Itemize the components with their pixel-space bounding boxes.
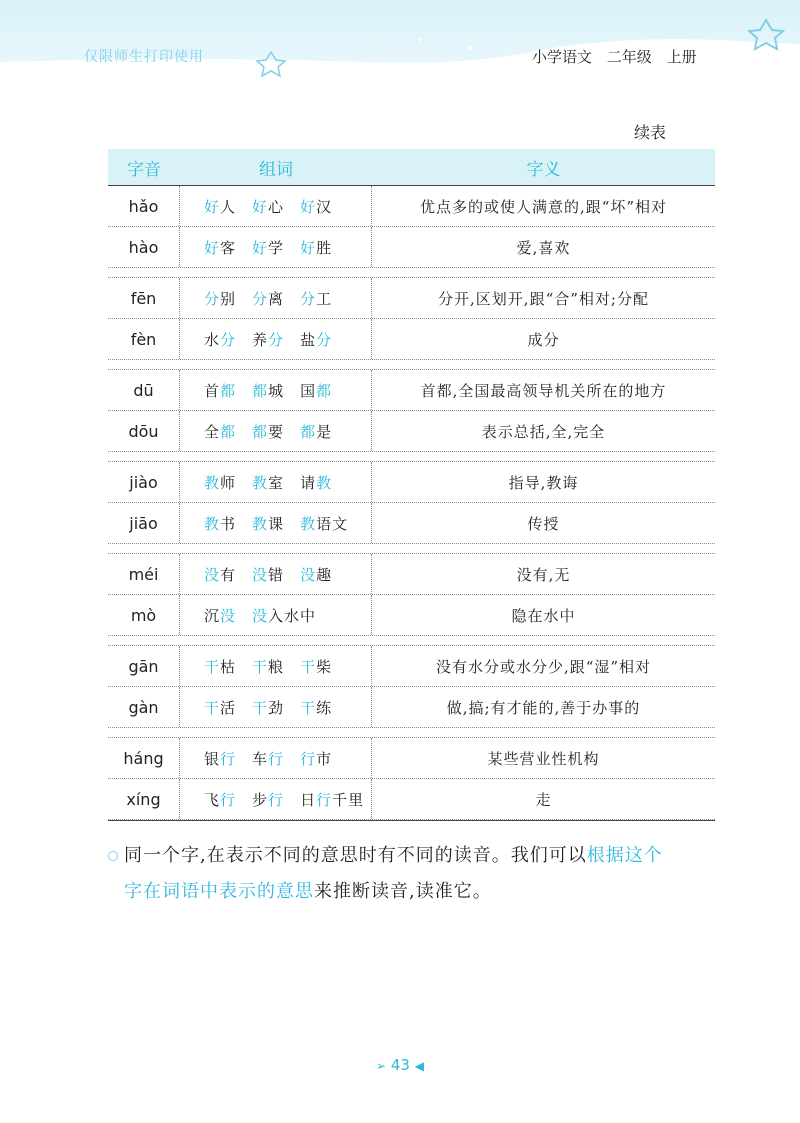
- pinyin-cell: jiāo: [108, 503, 180, 543]
- table-group: [108, 646, 715, 728]
- word-part: 车: [252, 749, 269, 768]
- table-bottom-rule: [108, 820, 715, 821]
- word-key-char: 分: [220, 330, 237, 349]
- meaning-cell: 没有,无: [516, 565, 571, 584]
- word-key-char: 干: [300, 698, 317, 717]
- column-header-meaning: 字义: [526, 159, 561, 180]
- meaning-cell: 传授: [527, 514, 560, 533]
- word-key-char: 教: [204, 473, 221, 492]
- word-item: [204, 421, 236, 442]
- word-item: [252, 697, 284, 718]
- word-item: [252, 288, 284, 309]
- word-item: [252, 421, 284, 442]
- meaning-cell: 某些营业性机构: [487, 749, 600, 768]
- word-part: 汉: [316, 197, 333, 216]
- group-spacer: [108, 544, 715, 554]
- note-bullet-icon: [108, 851, 118, 861]
- group-spacer: [108, 360, 715, 370]
- word-key-char: 教: [300, 514, 317, 533]
- table-row: [108, 226, 715, 267]
- word-key-char: 好: [252, 238, 269, 257]
- word-part: 师: [220, 473, 237, 492]
- word-part: 城: [268, 381, 285, 400]
- word-item: [204, 748, 236, 769]
- word-item: [300, 656, 332, 677]
- word-part: 要: [268, 422, 285, 441]
- table-row: [108, 646, 715, 686]
- note-text-2: 来推断读音,读准它。: [314, 881, 492, 902]
- word-key-char: 没: [300, 565, 317, 584]
- word-key-char: 分: [204, 289, 221, 308]
- subject-label: 小学语文: [532, 48, 593, 66]
- page-number: [362, 1056, 438, 1074]
- word-item: [252, 513, 284, 534]
- word-part: 语文: [316, 514, 349, 533]
- pinyin-cell: méi: [108, 554, 180, 594]
- word-part: 步: [252, 790, 269, 809]
- word-part: 日: [300, 790, 317, 809]
- word-key-char: 都: [252, 381, 269, 400]
- word-key-char: 行: [268, 749, 285, 768]
- pinyin-cell: háng: [108, 738, 180, 778]
- word-part: 课: [268, 514, 285, 533]
- word-key-char: 教: [316, 473, 333, 492]
- page-number-text: 43: [390, 1056, 410, 1074]
- word-part: 盐: [300, 330, 317, 349]
- meaning-cell: 成分: [527, 330, 560, 349]
- word-part: 国: [300, 381, 317, 400]
- word-item: [204, 288, 236, 309]
- words-cell: [180, 595, 372, 635]
- word-part: 错: [268, 565, 285, 584]
- table-row: [108, 502, 715, 543]
- word-part: 人: [220, 197, 237, 216]
- word-item: [204, 564, 236, 585]
- word-item: [252, 237, 284, 258]
- meaning-cell: 表示总括,全,完全: [481, 422, 606, 441]
- column-header-pronunciation: 字音: [127, 159, 161, 180]
- table-group: [108, 370, 715, 452]
- word-key-char: 都: [300, 422, 317, 441]
- table-group: [108, 278, 715, 360]
- word-item: [204, 605, 236, 626]
- word-key-char: 都: [316, 381, 333, 400]
- pinyin-cell: dōu: [108, 411, 180, 451]
- word-item: [300, 329, 332, 350]
- pinyin-cell: dū: [108, 370, 180, 410]
- meaning-cell: 优点多的或使人满意的,跟“坏”相对: [419, 197, 668, 216]
- word-part: 书: [220, 514, 237, 533]
- note-paragraph: [108, 838, 720, 910]
- word-item: [300, 421, 332, 442]
- page-arrow-left-icon: ◀: [414, 1059, 424, 1073]
- meaning-cell: 指导,教诲: [508, 473, 579, 492]
- words-cell: [180, 554, 372, 594]
- table-row: [108, 554, 715, 594]
- word-part: 请: [300, 473, 317, 492]
- pinyin-cell: gān: [108, 646, 180, 686]
- table-row: [108, 686, 715, 727]
- table-header: [108, 149, 715, 186]
- word-part: 是: [316, 422, 333, 441]
- word-part: 入水中: [268, 606, 317, 625]
- word-item: [300, 564, 332, 585]
- word-key-char: 分: [252, 289, 269, 308]
- word-item: [252, 605, 316, 626]
- word-item: [300, 748, 332, 769]
- word-key-char: 好: [204, 197, 221, 216]
- word-part: 胜: [316, 238, 333, 257]
- word-key-char: 好: [252, 197, 269, 216]
- book-info: [532, 46, 697, 67]
- meaning-cell: 爱,喜欢: [516, 238, 571, 257]
- word-part: 飞: [204, 790, 221, 809]
- word-item: [204, 656, 236, 677]
- word-key-char: 干: [204, 657, 221, 676]
- word-key-char: 行: [268, 790, 285, 809]
- word-part: 心: [268, 197, 285, 216]
- table-row: [108, 738, 715, 778]
- word-key-char: 干: [252, 698, 269, 717]
- word-key-char: 没: [204, 565, 221, 584]
- word-key-char: 分: [300, 289, 317, 308]
- word-part: 市: [316, 749, 333, 768]
- watermark-text: 仅限师生打印使用: [84, 49, 204, 65]
- pinyin-cell: fèn: [108, 319, 180, 359]
- word-key-char: 行: [316, 790, 333, 809]
- word-item: [252, 380, 284, 401]
- table-body: [108, 186, 715, 820]
- word-item: [300, 380, 332, 401]
- word-key-char: 都: [252, 422, 269, 441]
- word-key-char: 教: [252, 514, 269, 533]
- word-part: 首: [204, 381, 221, 400]
- word-key-char: 好: [300, 238, 317, 257]
- group-spacer: [108, 268, 715, 278]
- meaning-cell: 隐在水中: [511, 606, 576, 625]
- words-cell: [180, 687, 372, 727]
- word-item: [252, 748, 284, 769]
- column-header-words: 组词: [259, 159, 293, 180]
- word-key-char: 行: [220, 749, 237, 768]
- word-key-char: 干: [252, 657, 269, 676]
- group-spacer: [108, 452, 715, 462]
- words-cell: [180, 411, 372, 451]
- word-part: 柴: [316, 657, 333, 676]
- word-item: [204, 196, 236, 217]
- grade-label: 二年级: [606, 48, 652, 66]
- group-spacer: [108, 636, 715, 646]
- pinyin-cell: xíng: [108, 779, 180, 819]
- table-row: [108, 778, 715, 819]
- pinyin-cell: mò: [108, 595, 180, 635]
- word-part: 粮: [268, 657, 285, 676]
- table-row: [108, 370, 715, 410]
- word-part: 工: [316, 289, 333, 308]
- word-key-char: 没: [252, 565, 269, 584]
- word-part: 银: [204, 749, 221, 768]
- table-group: [108, 554, 715, 636]
- continued-label: 续表: [634, 123, 667, 142]
- word-item: [300, 196, 332, 217]
- word-key-char: 都: [220, 381, 237, 400]
- table-row: [108, 318, 715, 359]
- table-row: [108, 410, 715, 451]
- note-text-1: 同一个字,在表示不同的意思时有不同的读音。我们可以: [124, 845, 587, 866]
- words-cell: [180, 738, 372, 778]
- words-cell: [180, 319, 372, 359]
- word-item: [204, 380, 236, 401]
- meaning-cell: 分开,区划开,跟“合”相对;分配: [438, 289, 649, 308]
- word-key-char: 好: [300, 197, 317, 216]
- word-part: 客: [220, 238, 237, 257]
- word-part: 水: [204, 330, 221, 349]
- pinyin-cell: hǎo: [108, 186, 180, 226]
- word-item: [300, 513, 348, 534]
- table-group: [108, 462, 715, 544]
- words-cell: [180, 186, 372, 226]
- word-item: [252, 472, 284, 493]
- group-spacer: [108, 728, 715, 738]
- word-item: [204, 789, 236, 810]
- pinyin-cell: hào: [108, 227, 180, 267]
- page-arrow-right-icon: ➢: [376, 1059, 387, 1073]
- word-item: [204, 697, 236, 718]
- word-key-char: 没: [220, 606, 237, 625]
- word-item: [300, 237, 332, 258]
- word-item: [252, 196, 284, 217]
- note-highlight-2: 字在词语中表示的意思: [124, 881, 314, 902]
- word-key-char: 没: [252, 606, 269, 625]
- word-item: [252, 329, 284, 350]
- word-item: [252, 789, 284, 810]
- word-part: 养: [252, 330, 269, 349]
- word-part: 室: [268, 473, 285, 492]
- note-highlight-1: 根据这个: [586, 845, 663, 866]
- words-cell: [180, 646, 372, 686]
- word-item: [300, 472, 332, 493]
- word-part: 全: [204, 422, 221, 441]
- words-cell: [180, 462, 372, 502]
- word-part: 劲: [268, 698, 285, 717]
- word-part: 离: [268, 289, 285, 308]
- words-cell: [180, 503, 372, 543]
- word-item: [300, 789, 364, 810]
- header-wave-decoration: [0, 0, 800, 90]
- table-group: [108, 738, 715, 820]
- word-part: 活: [220, 698, 237, 717]
- pinyin-cell: gàn: [108, 687, 180, 727]
- word-key-char: 干: [300, 657, 317, 676]
- table-row: [108, 462, 715, 502]
- word-key-char: 都: [220, 422, 237, 441]
- words-cell: [180, 227, 372, 267]
- word-item: [300, 288, 332, 309]
- meaning-cell: 首都,全国最高领导机关所在的地方: [420, 381, 667, 400]
- word-key-char: 分: [316, 330, 333, 349]
- word-part: 有: [220, 565, 237, 584]
- word-part: 千里: [332, 790, 365, 809]
- word-key-char: 教: [252, 473, 269, 492]
- meaning-cell: 没有水分或水分少,跟“湿”相对: [435, 657, 652, 676]
- table-row: [108, 278, 715, 318]
- word-part: 趣: [316, 565, 333, 584]
- word-part: 别: [220, 289, 237, 308]
- meaning-cell: 做,搞;有才能的,善于办事的: [446, 698, 641, 717]
- word-item: [204, 329, 236, 350]
- word-key-char: 教: [204, 514, 221, 533]
- polyphonic-table: [108, 149, 715, 821]
- word-key-char: 干: [204, 698, 221, 717]
- word-part: 沉: [204, 606, 221, 625]
- words-cell: [180, 779, 372, 819]
- table-row: [108, 186, 715, 226]
- word-item: [252, 656, 284, 677]
- table-row: [108, 594, 715, 635]
- word-part: 练: [316, 698, 333, 717]
- volume-label: 上册: [666, 48, 697, 66]
- words-cell: [180, 370, 372, 410]
- word-key-char: 行: [300, 749, 317, 768]
- word-item: [204, 237, 236, 258]
- word-key-char: 分: [268, 330, 285, 349]
- word-key-char: 好: [204, 238, 221, 257]
- word-part: 学: [268, 238, 285, 257]
- word-item: [204, 513, 236, 534]
- word-item: [252, 564, 284, 585]
- words-cell: [180, 278, 372, 318]
- word-item: [204, 472, 236, 493]
- word-key-char: 行: [220, 790, 237, 809]
- word-part: 枯: [220, 657, 237, 676]
- word-item: [300, 697, 332, 718]
- pinyin-cell: fēn: [108, 278, 180, 318]
- pinyin-cell: jiào: [108, 462, 180, 502]
- table-group: [108, 186, 715, 268]
- meaning-cell: 走: [535, 790, 552, 809]
